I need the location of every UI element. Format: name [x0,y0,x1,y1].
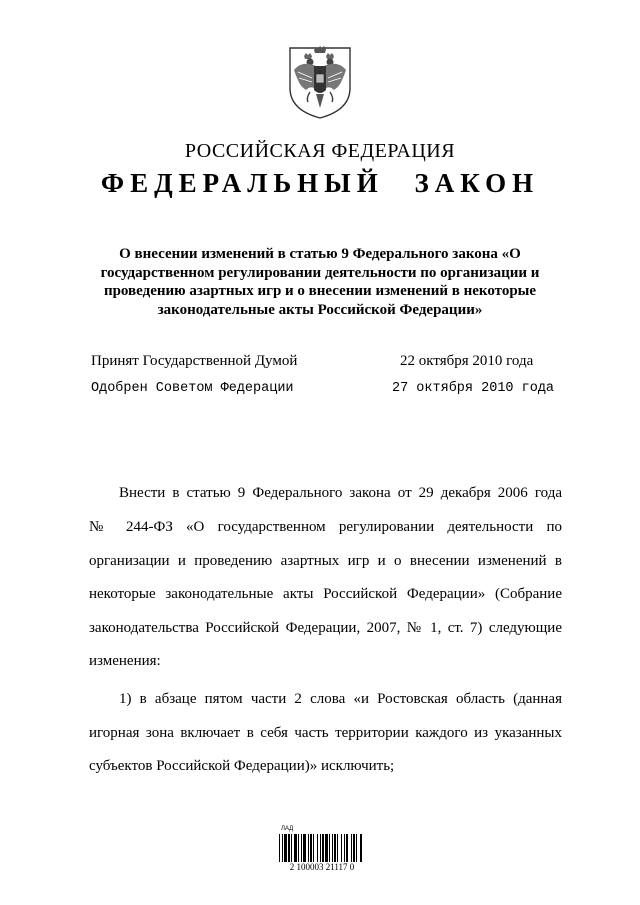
law-title-line: проведению азартных игр и о внесении изменений в некоторые [103,283,537,299]
duma-adoption-label: Принят Государственной Думой [91,353,298,369]
law-title-line: законодательные акты Российской Федерации» [157,301,483,318]
text-line: № 244-ФЗ «О государственном регулировании деятельности по [89,519,562,535]
barcode-bar [344,834,345,862]
text-line: Внести в статью 9 Федерального закона от 29 декабря 2006 года [119,485,562,501]
barcode-bars [277,834,367,862]
barcode-bar [284,834,287,862]
barcode-label: ЛАД [281,826,294,832]
barcode-bar [353,834,355,862]
barcode-bar [313,834,314,862]
barcode-bar [303,834,306,862]
barcode-bar [298,834,299,862]
text-line: организации и проведению азартных игр и о внесении изменений в [89,553,562,569]
text-line: 1) в абзаце пятом части 2 слова «и Ростовская область (данная [119,691,562,707]
barcode-bar [332,834,333,862]
barcode-bar [288,834,290,862]
barcode-bar [279,834,280,862]
barcode-bar [325,834,328,862]
barcode-bar [360,834,362,862]
barcode-bar [337,834,338,862]
barcode-bar [291,834,292,862]
barcode-bar [334,834,336,862]
barcode-bar [301,834,302,862]
law-title-line: государственном регулировании деятельности по организации и [100,264,540,281]
barcode-bar [317,834,318,862]
barcode-bar [356,834,357,862]
barcode-bar [294,834,297,862]
barcode-bar [351,834,352,862]
law-title [80,245,560,319]
duma-adoption-date: 22 октября 2010 года [400,353,534,369]
text-line: некоторые законодательные акты Российской Федерации» (Собрание [89,586,562,602]
barcode-bar [320,834,321,862]
council-approval-date: 27 октября 2010 года [392,381,555,396]
barcode-bar [329,834,330,862]
barcode-bar [282,834,283,862]
barcode-bar [322,834,324,862]
barcode-bar [341,834,342,862]
text-line: изменения: [89,653,161,669]
barcode-bar [308,834,309,862]
barcode-bar [346,834,348,862]
barcode [277,826,367,876]
barcode-number: 2 100003 21117 0 [289,862,355,872]
document-type-heading: ФЕДЕРАЛЬНЫЙ ЗАКОН [100,168,540,198]
text-line: игорная зона включает в себя часть территории каждого из указанных [89,725,562,741]
council-approval-label: Одобрен Советом Федерации [91,381,294,396]
text-line: субъектов Российской Федерации)» исключить; [89,758,395,774]
barcode-bar [310,834,312,862]
law-title-line: О внесении изменений в статью 9 Федерального закона «О [119,246,521,262]
coat-of-arms-emblem [286,42,354,120]
country-heading: РОССИЙСКАЯ ФЕДЕРАЦИЯ [184,140,456,162]
text-line: законодательства Российской Федерации, 2007, № 1, ст. 7) следующие [89,620,562,636]
